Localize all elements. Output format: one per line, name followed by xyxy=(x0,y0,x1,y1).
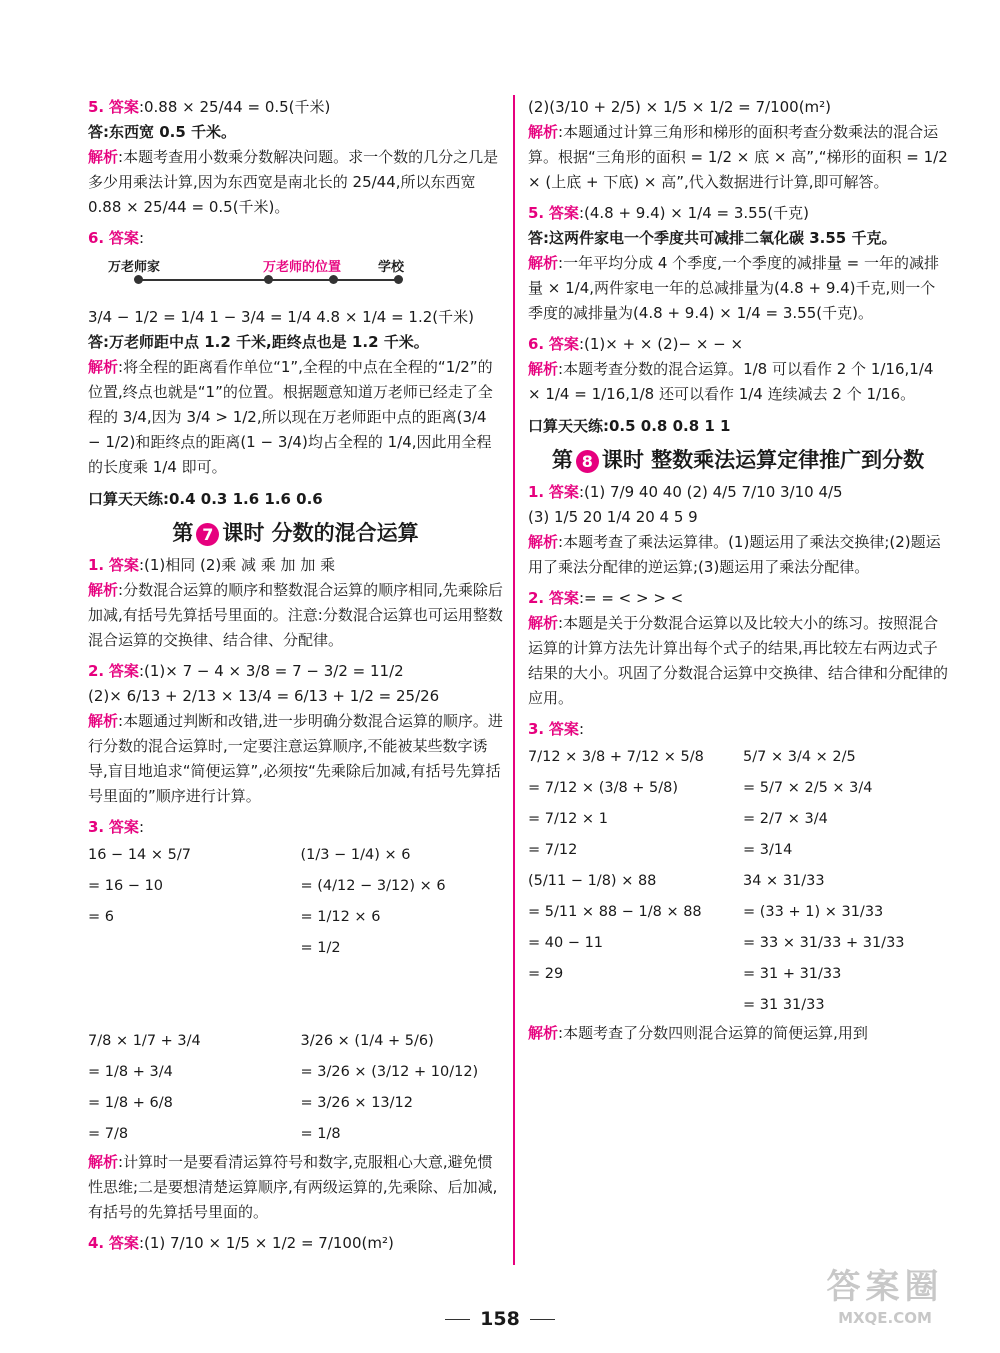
question-number: 5. xyxy=(528,204,545,222)
watermark-logo-text: 答案圈 xyxy=(826,1267,944,1307)
answer-label: 答案 xyxy=(548,483,579,501)
answer-label: 答案 xyxy=(108,229,139,247)
explanation-label: 解析 xyxy=(88,148,119,166)
answer-label: 答案 xyxy=(108,818,139,836)
calc-step: = 31 + 31/33 xyxy=(743,966,842,982)
calc-step: = 31 31/33 xyxy=(743,997,825,1013)
calc-step xyxy=(88,933,291,964)
lesson-title-text: 课时 分数的混合运算 xyxy=(222,521,419,545)
calc-step: 5/7 × 3/4 × 2/5 xyxy=(743,749,856,765)
lesson7-question-6 xyxy=(528,332,948,407)
diagram-position-point xyxy=(329,275,338,284)
diagram-start-point xyxy=(134,275,143,284)
lesson-title xyxy=(528,444,948,474)
calc-step: (5/11 − 1/8) × 88 xyxy=(528,873,657,889)
calc-step xyxy=(301,995,504,1026)
lesson-prefix: 第 xyxy=(172,521,194,545)
explanation-label: 解析 xyxy=(528,1024,559,1042)
answer-conclusion: 答:万老师距中点 1.2 千米,距终点也是 1.2 千米。 xyxy=(88,333,429,351)
calc-step: = 7/12 × (3/8 + 5/8) xyxy=(528,780,679,796)
calc-step: = 7/12 × 1 xyxy=(528,811,608,827)
calc-step xyxy=(88,964,291,995)
calc-step: = 40 − 11 xyxy=(528,935,604,951)
explanation-label: 解析 xyxy=(528,533,559,551)
calc-step: = 16 − 10 xyxy=(88,878,164,894)
calc-step: = 1/8 + 3/4 xyxy=(88,1064,173,1080)
calc-step: = 1/8 + 6/8 xyxy=(88,1095,173,1111)
lesson7-question-3: 3. 答案: 16 − 14 × 5/7 = 16 − 10 = 6 7/8 × 1/7 + 3/4 = 1/8 + 3/4 = 1/8 + 6/8 = 7/8 (1/3 − 1/4) × 6 = (4/12 − 3/12) × 6 = 1/12 × 6 = 1/2 3/26 × (1/4 + 5/6) = 3/26 × (3/12 + 10/12) = 3/26 × 13/12 = 1/8 解析:计算时一是要看清运算符号和数字,克服粗心大意,避免惯性思维;二是要想清楚运算顺序,有两级运算的,先乘除、后加减,有括号的先算括号里面的。 xyxy=(88,815,503,1225)
explanation-text: :本题通过判断和改错,进一步明确分数混合运算的顺序。进行分数的混合运算时,一定要注意运算顺序,不能被某些数字诱导,盲目地追求“简便运算”,必须按“先乘除后加减,有括号先算括号里面的”顺序进行计算。 xyxy=(88,712,503,805)
lesson7-question-2 xyxy=(88,659,503,809)
diagram-label-school: 学校 xyxy=(378,260,405,275)
lesson-number-badge: 8 xyxy=(576,450,599,473)
explanation-label: 解析 xyxy=(528,360,559,378)
calc-step: 34 × 31/33 xyxy=(743,873,825,889)
question-number: 6. xyxy=(528,335,545,353)
explanation-text: :本题考查了乘法运算律。(1)题运用了乘法交换律;(2)题运用了乘法分配律的逆运算;(3)题运用了乘法分配律。 xyxy=(528,533,941,576)
lesson7-question-4-continued xyxy=(528,95,948,195)
lesson7-question-5 xyxy=(528,201,948,326)
calc-step: = 3/26 × (3/12 + 10/12) xyxy=(300,1064,479,1080)
calc-column-a xyxy=(88,840,291,1150)
answer-label: 答案 xyxy=(108,662,139,680)
question-number: 3. xyxy=(88,818,105,836)
calc-step: = (4/12 − 3/12) × 6 xyxy=(300,878,446,894)
answer-conclusion: 答:这两件家电一个季度共可减排二氧化碳 3.55 千克。 xyxy=(528,229,897,247)
lesson8-question-3: 3. 答案: 7/12 × 3/8 + 7/12 × 5/8 = 7/12 × (3/8 + 5/8) = 7/12 × 1 = 7/12 (5/11 − 1/8) × 88 = 5/11 × 88 − 1/8 × 88 = 40 − 11 = 29 5/7 × 3/4 × 2/5 = 5/7 × 2/5 × 3/4 = 2/7 × 3/4 = 3/14 34 × 31/33 = (33 + 1) × 31/33 = 33 × 31/33 + 31/33 = 31 + 31/33 = 31 31/33 解析:本题考查了分数四则混合运算的简便运算,用到 xyxy=(528,717,948,1046)
answer-text-2: (2)× 6/13 + 2/13 × 13/4 = 6/13 + 1/2 = 25/26 xyxy=(88,687,440,705)
explanation-label: 解析 xyxy=(88,581,119,599)
explanation-label: 解析 xyxy=(88,1153,119,1171)
question-number: 1. xyxy=(528,483,545,501)
question-number: 3. xyxy=(528,720,545,738)
lesson-title xyxy=(88,517,503,547)
column-divider xyxy=(513,95,515,1265)
calc-step: 7/8 × 1/7 + 3/4 xyxy=(88,1033,201,1049)
explanation-text: :本题是关于分数混合运算以及比较大小的练习。按照混合运算的计算方法先计算出每个式子的结果,再比较左右两边式子结果的大小。巩固了分数混合运算中交换律、结合律和分配律的应用。 xyxy=(528,614,949,707)
question-6: 6. 答案: 万老师家 万老师的位置 学校 3/4 − 1/2 = 1/4 1 − 3/4 = 1/4 4.8 × 1/4 = 1.2(千米) 答:万老师距中点 1.2 千米,距终点也是 1.2 千米。 解析:将全程的距离看作单位“1”,全程的中点在全程的“1/2”的位置,终点也就是“1”的位置。根据题意知道万老师已经走了全程的 3/4,因为 3/4 > 1/2,所以现在万老师距中点的距离(3/4 − 1/2)和距终点的距离(1 − 3/4)均占全程的 1/4,因此用全程的长度乘 1/4 即可。 xyxy=(88,226,503,480)
calc-step: = 1/12 × 6 xyxy=(300,909,381,925)
watermark-url: MXQE.COM xyxy=(838,1309,932,1327)
calc-column-a xyxy=(528,742,733,1021)
page-number-dash-right xyxy=(530,1319,555,1320)
calc-step: = 1/8 xyxy=(300,1126,341,1142)
diagram-mid-point xyxy=(264,275,273,284)
answer-text: :(1)相同 (2)乘 减 乘 加 加 乘 xyxy=(138,556,336,574)
distance-diagram xyxy=(88,255,503,301)
calc-step xyxy=(88,995,291,1026)
answer-text: :(1) 7/10 × 1/5 × 1/2 = 7/100(m²) xyxy=(138,1234,394,1252)
lesson-title-text: 课时 整数乘法运算定律推广到分数 xyxy=(601,448,925,472)
answer-label: 答案 xyxy=(548,335,579,353)
calc-column-b xyxy=(743,742,948,1021)
calc-step: = 6 xyxy=(88,909,114,925)
answer-text: :(4.8 + 9.4) × 1/4 = 3.55(千克) xyxy=(578,204,809,222)
answer-text: :0.88 × 25/44 = 0.5(千米) xyxy=(138,98,331,116)
answer-text: :(1) 7/9 40 40 (2) 4/5 7/10 3/10 4/5 xyxy=(578,483,843,501)
diagram-end-point xyxy=(394,275,403,284)
calc-step: = 29 xyxy=(528,966,564,982)
explanation-label: 解析 xyxy=(528,254,559,272)
calc-step: = 2/7 × 3/4 xyxy=(743,811,828,827)
calc-step: = 3/14 xyxy=(743,842,793,858)
lesson8-question-1 xyxy=(528,480,948,580)
calc-step: 3/26 × (1/4 + 5/6) xyxy=(300,1033,434,1049)
mental-math-practice: 口算天天练:0.4 0.3 1.6 1.6 0.6 xyxy=(88,490,323,508)
explanation-text: :分数混合运算的顺序和整数混合运算的顺序相同,先乘除后加减,有括号先算括号里面的。注意:分数混合运算也可运用整数混合运算的交换律、结合律、分配律。 xyxy=(88,581,503,649)
explanation-text: :一年平均分成 4 个季度,一个季度的减排量 = 一年的减排量 × 1/4,两件家电一年的总减排量为(4.8 + 9.4)千克,则一个季度的减排量为(4.8 + 9.4) × 1/4 = 3.55(千克)。 xyxy=(528,254,940,322)
lesson7-question-1 xyxy=(88,553,503,653)
question-number: 5. xyxy=(88,98,105,116)
lesson7-question-4 xyxy=(88,1231,503,1256)
answer-conclusion: 答:东西宽 0.5 千米。 xyxy=(88,123,237,141)
calc-step: = 5/7 × 2/5 × 3/4 xyxy=(743,780,873,796)
calc-step: = 5/11 × 88 − 1/8 × 88 xyxy=(528,904,702,920)
calc-step: = 3/26 × 13/12 xyxy=(300,1095,413,1111)
answer-text: 3/4 − 1/2 = 1/4 1 − 3/4 = 1/4 4.8 × 1/4 = 1.2(千米) xyxy=(88,308,474,326)
question-number: 1. xyxy=(88,556,105,574)
answer-text-2: (3) 1/5 20 1/4 20 4 5 9 xyxy=(528,508,698,526)
calc-step: (1/3 − 1/4) × 6 xyxy=(300,847,411,863)
question-number: 6. xyxy=(88,229,105,247)
question-number: 4. xyxy=(88,1234,105,1252)
lesson8-question-2 xyxy=(528,586,948,711)
page-number-text: 158 xyxy=(480,1308,520,1330)
explanation-text: :计算时一是要看清运算符号和数字,克服粗心大意,避免惯性思维;二是要想清楚运算顺序,有两级运算的,先乘除、后加减,有括号的先算括号里面的。 xyxy=(88,1153,498,1221)
explanation-text: :本题考查用小数乘分数解决问题。求一个数的几分之几是多少用乘法计算,因为东西宽是南北长的 25/44,所以东西宽 0.88 × 25/44 = 0.5(千米)。 xyxy=(88,148,499,216)
question-number: 2. xyxy=(88,662,105,680)
answer-label: 答案 xyxy=(548,204,579,222)
calc-step: 7/12 × 3/8 + 7/12 × 5/8 xyxy=(528,749,704,765)
page-number-dash-left xyxy=(445,1319,470,1320)
explanation-text: :将全程的距离看作单位“1”,全程的中点在全程的“1/2”的位置,终点也就是“1”的位置。根据题意知道万老师已经走了全程的 3/4,因为 3/4 > 1/2,所以现在万老师距中点的距离(3/4 − 1/2)和距终点的距离(1 − 3/4)均占全程的 1/4,因此用全程的长度乘 1/4 即可。 xyxy=(88,358,493,476)
calc-step: = 7/8 xyxy=(88,1126,129,1142)
answer-text: :(1)× + × (2)− × − × xyxy=(578,335,744,353)
explanation-text: :本题考查分数的混合运算。1/8 可以看作 2 个 1/16,1/4 × 1/4 = 1/16,1/8 还可以看作 1/4 连续减去 2 个 1/16。 xyxy=(528,360,934,403)
question-number: 2. xyxy=(528,589,545,607)
calculation-grid xyxy=(88,840,503,1150)
answer-label: 答案 xyxy=(108,556,139,574)
calc-step: = (33 + 1) × 31/33 xyxy=(743,904,884,920)
calc-step: = 7/12 xyxy=(528,842,578,858)
answer-label: 答案 xyxy=(548,720,579,738)
calculation-grid xyxy=(528,742,948,1021)
answer-label: 答案 xyxy=(548,589,579,607)
calc-step xyxy=(301,964,504,995)
calc-column-b xyxy=(301,840,504,1150)
calc-step: = 1/2 xyxy=(300,940,341,956)
mental-math-practice: 口算天天练:0.5 0.8 0.8 1 1 xyxy=(528,417,731,435)
lesson-number-badge: 7 xyxy=(196,523,219,546)
diagram-label-position: 万老师的位置 xyxy=(263,260,342,275)
explanation-label: 解析 xyxy=(528,614,559,632)
explanation-text: :本题考查了分数四则混合运算的简便运算,用到 xyxy=(558,1024,868,1042)
answer-text: := = < > > < xyxy=(578,589,684,607)
question-5 xyxy=(88,95,503,220)
answer-label: 答案 xyxy=(108,1234,139,1252)
answer-text: :(1)× 7 − 4 × 3/8 = 7 − 3/2 = 11/2 xyxy=(138,662,404,680)
explanation-label: 解析 xyxy=(88,358,119,376)
calc-step: 16 − 14 × 5/7 xyxy=(88,847,191,863)
lesson-prefix: 第 xyxy=(551,448,573,472)
calc-step: = 33 × 31/33 + 31/33 xyxy=(743,935,905,951)
explanation-label: 解析 xyxy=(528,123,559,141)
answer-label: 答案 xyxy=(108,98,139,116)
watermark xyxy=(800,1265,970,1341)
right-column xyxy=(528,95,948,1052)
left-column xyxy=(88,95,503,1262)
answer-text: (2)(3/10 + 2/5) × 1/5 × 1/2 = 7/100(m²) xyxy=(528,98,832,116)
explanation-label: 解析 xyxy=(88,712,119,730)
diagram-label-home: 万老师家 xyxy=(108,260,161,275)
explanation-text: :本题通过计算三角形和梯形的面积考查分数乘法的混合运算。根据“三角形的面积 = 1/2 × 底 × 高”,“梯形的面积 = 1/2 × (上底 + 下底) × 高”,代入数据进行计算,即可解答。 xyxy=(528,123,948,191)
